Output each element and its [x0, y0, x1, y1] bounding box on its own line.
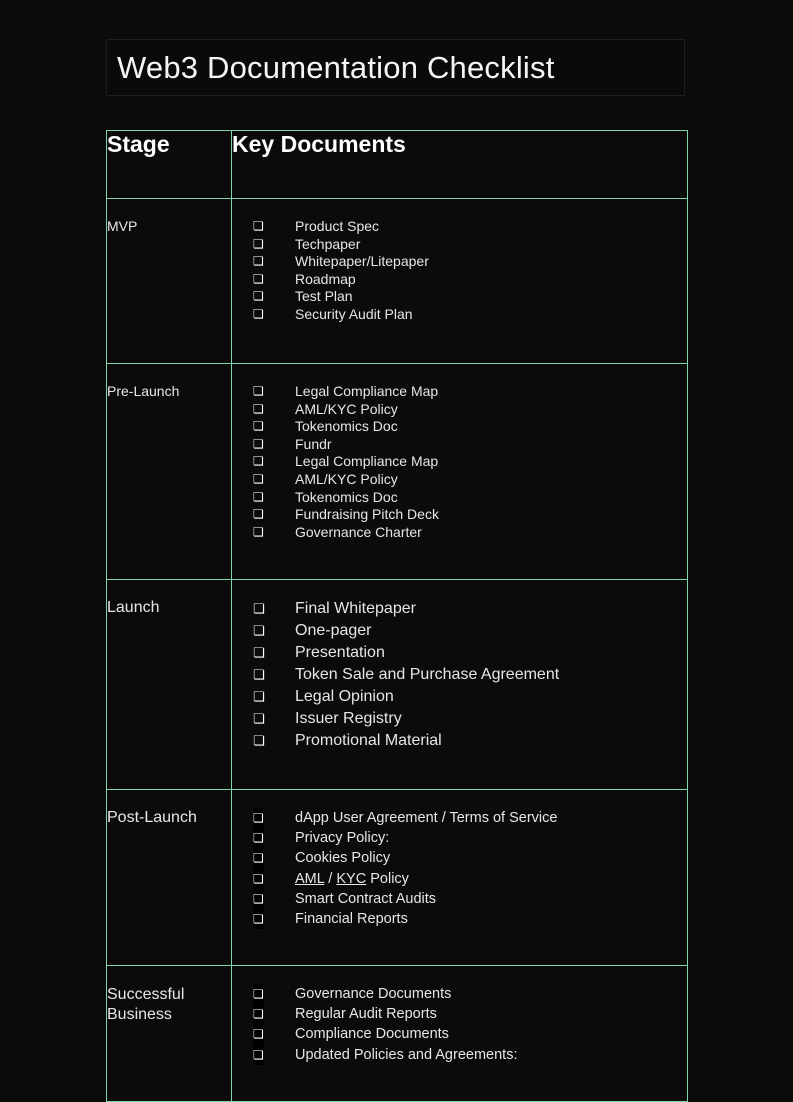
checkbox-icon[interactable]: ❏ [253, 889, 264, 909]
checkbox-icon[interactable]: ❏ [253, 984, 264, 1004]
checkbox-icon[interactable]: ❏ [253, 808, 264, 828]
document-label: Cookies Policy [295, 850, 391, 867]
list-item [232, 453, 687, 471]
checkbox-icon[interactable]: ❏ [253, 645, 265, 660]
list-item [232, 909, 687, 929]
checkbox-icon[interactable]: ❏ [253, 454, 264, 469]
list-item [232, 436, 687, 454]
document-label: Security Audit Plan [295, 305, 413, 322]
table-row-launch [107, 580, 688, 790]
checkbox-icon[interactable]: ❏ [253, 524, 264, 539]
checkbox-icon[interactable]: ❏ [253, 236, 264, 251]
document-label: Updated Policies and Agreements: [295, 1046, 518, 1063]
table-row-mvp [107, 199, 688, 364]
document-list [232, 966, 687, 1065]
stage-label: Successful Business [107, 986, 185, 1023]
document-label: AML/KYC Policy [295, 470, 398, 487]
document-list [232, 580, 687, 752]
checkbox-icon[interactable]: ❏ [253, 689, 265, 704]
list-item [232, 642, 687, 664]
document-label: Governance Documents [295, 986, 452, 1002]
list-item [232, 1045, 687, 1065]
stage-label: Pre-Launch [107, 383, 180, 399]
list-item [232, 401, 687, 419]
document-label [295, 871, 409, 887]
list-item [232, 218, 687, 236]
documents-cell [232, 199, 688, 364]
document-label: Smart Contract Audits [295, 890, 437, 907]
checkbox-icon[interactable]: ❏ [253, 507, 264, 522]
list-item [232, 506, 687, 524]
checkbox-icon[interactable]: ❏ [253, 401, 264, 416]
stage-cell [107, 199, 232, 364]
stage-cell [107, 364, 232, 580]
stage-cell [107, 966, 232, 1102]
checkbox-icon[interactable]: ❏ [253, 848, 264, 868]
documents-cell [232, 580, 688, 790]
aml-separator: / [324, 870, 337, 887]
list-item [232, 418, 687, 436]
checkbox-icon[interactable]: ❏ [253, 306, 264, 321]
document-label: Product Spec [295, 218, 380, 234]
kyc-link[interactable]: KYC [336, 870, 367, 887]
list-item [232, 383, 687, 401]
document-label: Compliance Documents [295, 1026, 449, 1043]
aml-rest: Policy [366, 870, 409, 887]
checklist-table [106, 130, 688, 1102]
list-item [232, 848, 687, 868]
checkbox-icon[interactable]: ❏ [253, 254, 264, 269]
checkbox-icon[interactable]: ❏ [253, 471, 264, 486]
list-item [232, 306, 687, 324]
list-item [232, 1024, 687, 1044]
aml-link[interactable]: AML [295, 870, 325, 887]
header-row [107, 131, 688, 199]
document-label: Whitepaper/Litepaper [295, 253, 429, 270]
document-label: Financial Reports [295, 911, 408, 928]
document-label: Roadmap [295, 270, 356, 287]
column-header-documents: Key Documents [232, 131, 688, 199]
document-label: Test Plan [295, 288, 353, 305]
checkbox-icon[interactable]: ❏ [253, 489, 264, 504]
checkbox-icon[interactable]: ❏ [253, 384, 264, 398]
document-list [232, 199, 687, 324]
list-item [232, 598, 687, 620]
document-label: Issuer Registry [295, 710, 402, 727]
document-label: Token Sale and Purchase Agreement [295, 666, 560, 683]
checkbox-icon[interactable]: ❏ [253, 828, 264, 848]
checkbox-icon[interactable]: ❏ [253, 219, 264, 233]
document-label: Promotional Material [295, 732, 442, 749]
list-item [232, 664, 687, 686]
list-item [232, 288, 687, 306]
document-list [232, 790, 687, 929]
checkbox-icon[interactable]: ❏ [253, 869, 264, 889]
list-item [232, 271, 687, 289]
list-item [232, 620, 687, 642]
document-label: Legal Compliance Map [295, 383, 439, 399]
checkbox-icon[interactable]: ❏ [253, 1024, 264, 1044]
table-row-successful-business [107, 966, 688, 1102]
list-item [232, 686, 687, 708]
document-label: Fundr [295, 435, 332, 452]
list-item [232, 808, 687, 828]
checkbox-icon[interactable]: ❏ [253, 289, 264, 304]
checkbox-icon[interactable]: ❏ [253, 271, 264, 286]
list-item [232, 489, 687, 507]
checkbox-icon[interactable]: ❏ [253, 667, 265, 682]
stage-label: Launch [107, 599, 160, 616]
list-item [232, 889, 687, 909]
list-item [232, 1004, 687, 1024]
checkbox-icon[interactable]: ❏ [253, 601, 265, 616]
checkbox-icon[interactable]: ❏ [253, 1045, 264, 1065]
document-label: Privacy Policy: [295, 830, 390, 847]
documents-cell [232, 364, 688, 580]
documents-cell [232, 790, 688, 966]
documents-cell [232, 966, 688, 1102]
document-label: Tokenomics Doc [295, 488, 398, 505]
list-item [232, 524, 687, 542]
checkbox-icon[interactable]: ❏ [253, 436, 264, 451]
list-item [232, 708, 687, 730]
checkbox-icon[interactable]: ❏ [253, 419, 264, 434]
column-header-stage: Stage [107, 131, 232, 199]
list-item [232, 253, 687, 271]
page-title: Web3 Documentation Checklist [117, 50, 555, 85]
checkbox-icon[interactable]: ❏ [253, 623, 265, 638]
list-item [232, 984, 687, 1004]
document-label: dApp User Agreement / Terms of Service [295, 810, 558, 826]
document-label: Fundraising Pitch Deck [295, 506, 439, 523]
checkbox-icon[interactable]: ❏ [253, 909, 264, 929]
title-box [106, 39, 685, 96]
document-list [232, 364, 687, 541]
document-label: Presentation [295, 644, 385, 661]
document-label: Techpaper [295, 235, 361, 252]
document-label: Legal Opinion [295, 688, 394, 705]
stage-label: Post-Launch [107, 809, 197, 826]
document-label: AML/KYC Policy [295, 400, 398, 417]
document-label: Governance Charter [295, 523, 422, 540]
document-label: Regular Audit Reports [295, 1006, 437, 1023]
checkbox-icon[interactable]: ❏ [253, 711, 265, 726]
list-item [232, 869, 687, 889]
list-item [232, 236, 687, 254]
document-label: One-pager [295, 622, 372, 639]
document-label: Final Whitepaper [295, 600, 416, 617]
stage-cell [107, 580, 232, 790]
list-item [232, 828, 687, 848]
list-item [232, 730, 687, 752]
checkbox-icon[interactable]: ❏ [253, 1004, 264, 1024]
document-label: Legal Compliance Map [295, 453, 439, 470]
stage-cell [107, 790, 232, 966]
table-row-post-launch [107, 790, 688, 966]
document-label: Tokenomics Doc [295, 418, 398, 435]
checkbox-icon[interactable]: ❏ [253, 733, 265, 748]
stage-label: MVP [107, 218, 138, 234]
table-row-pre-launch [107, 364, 688, 580]
list-item [232, 471, 687, 489]
